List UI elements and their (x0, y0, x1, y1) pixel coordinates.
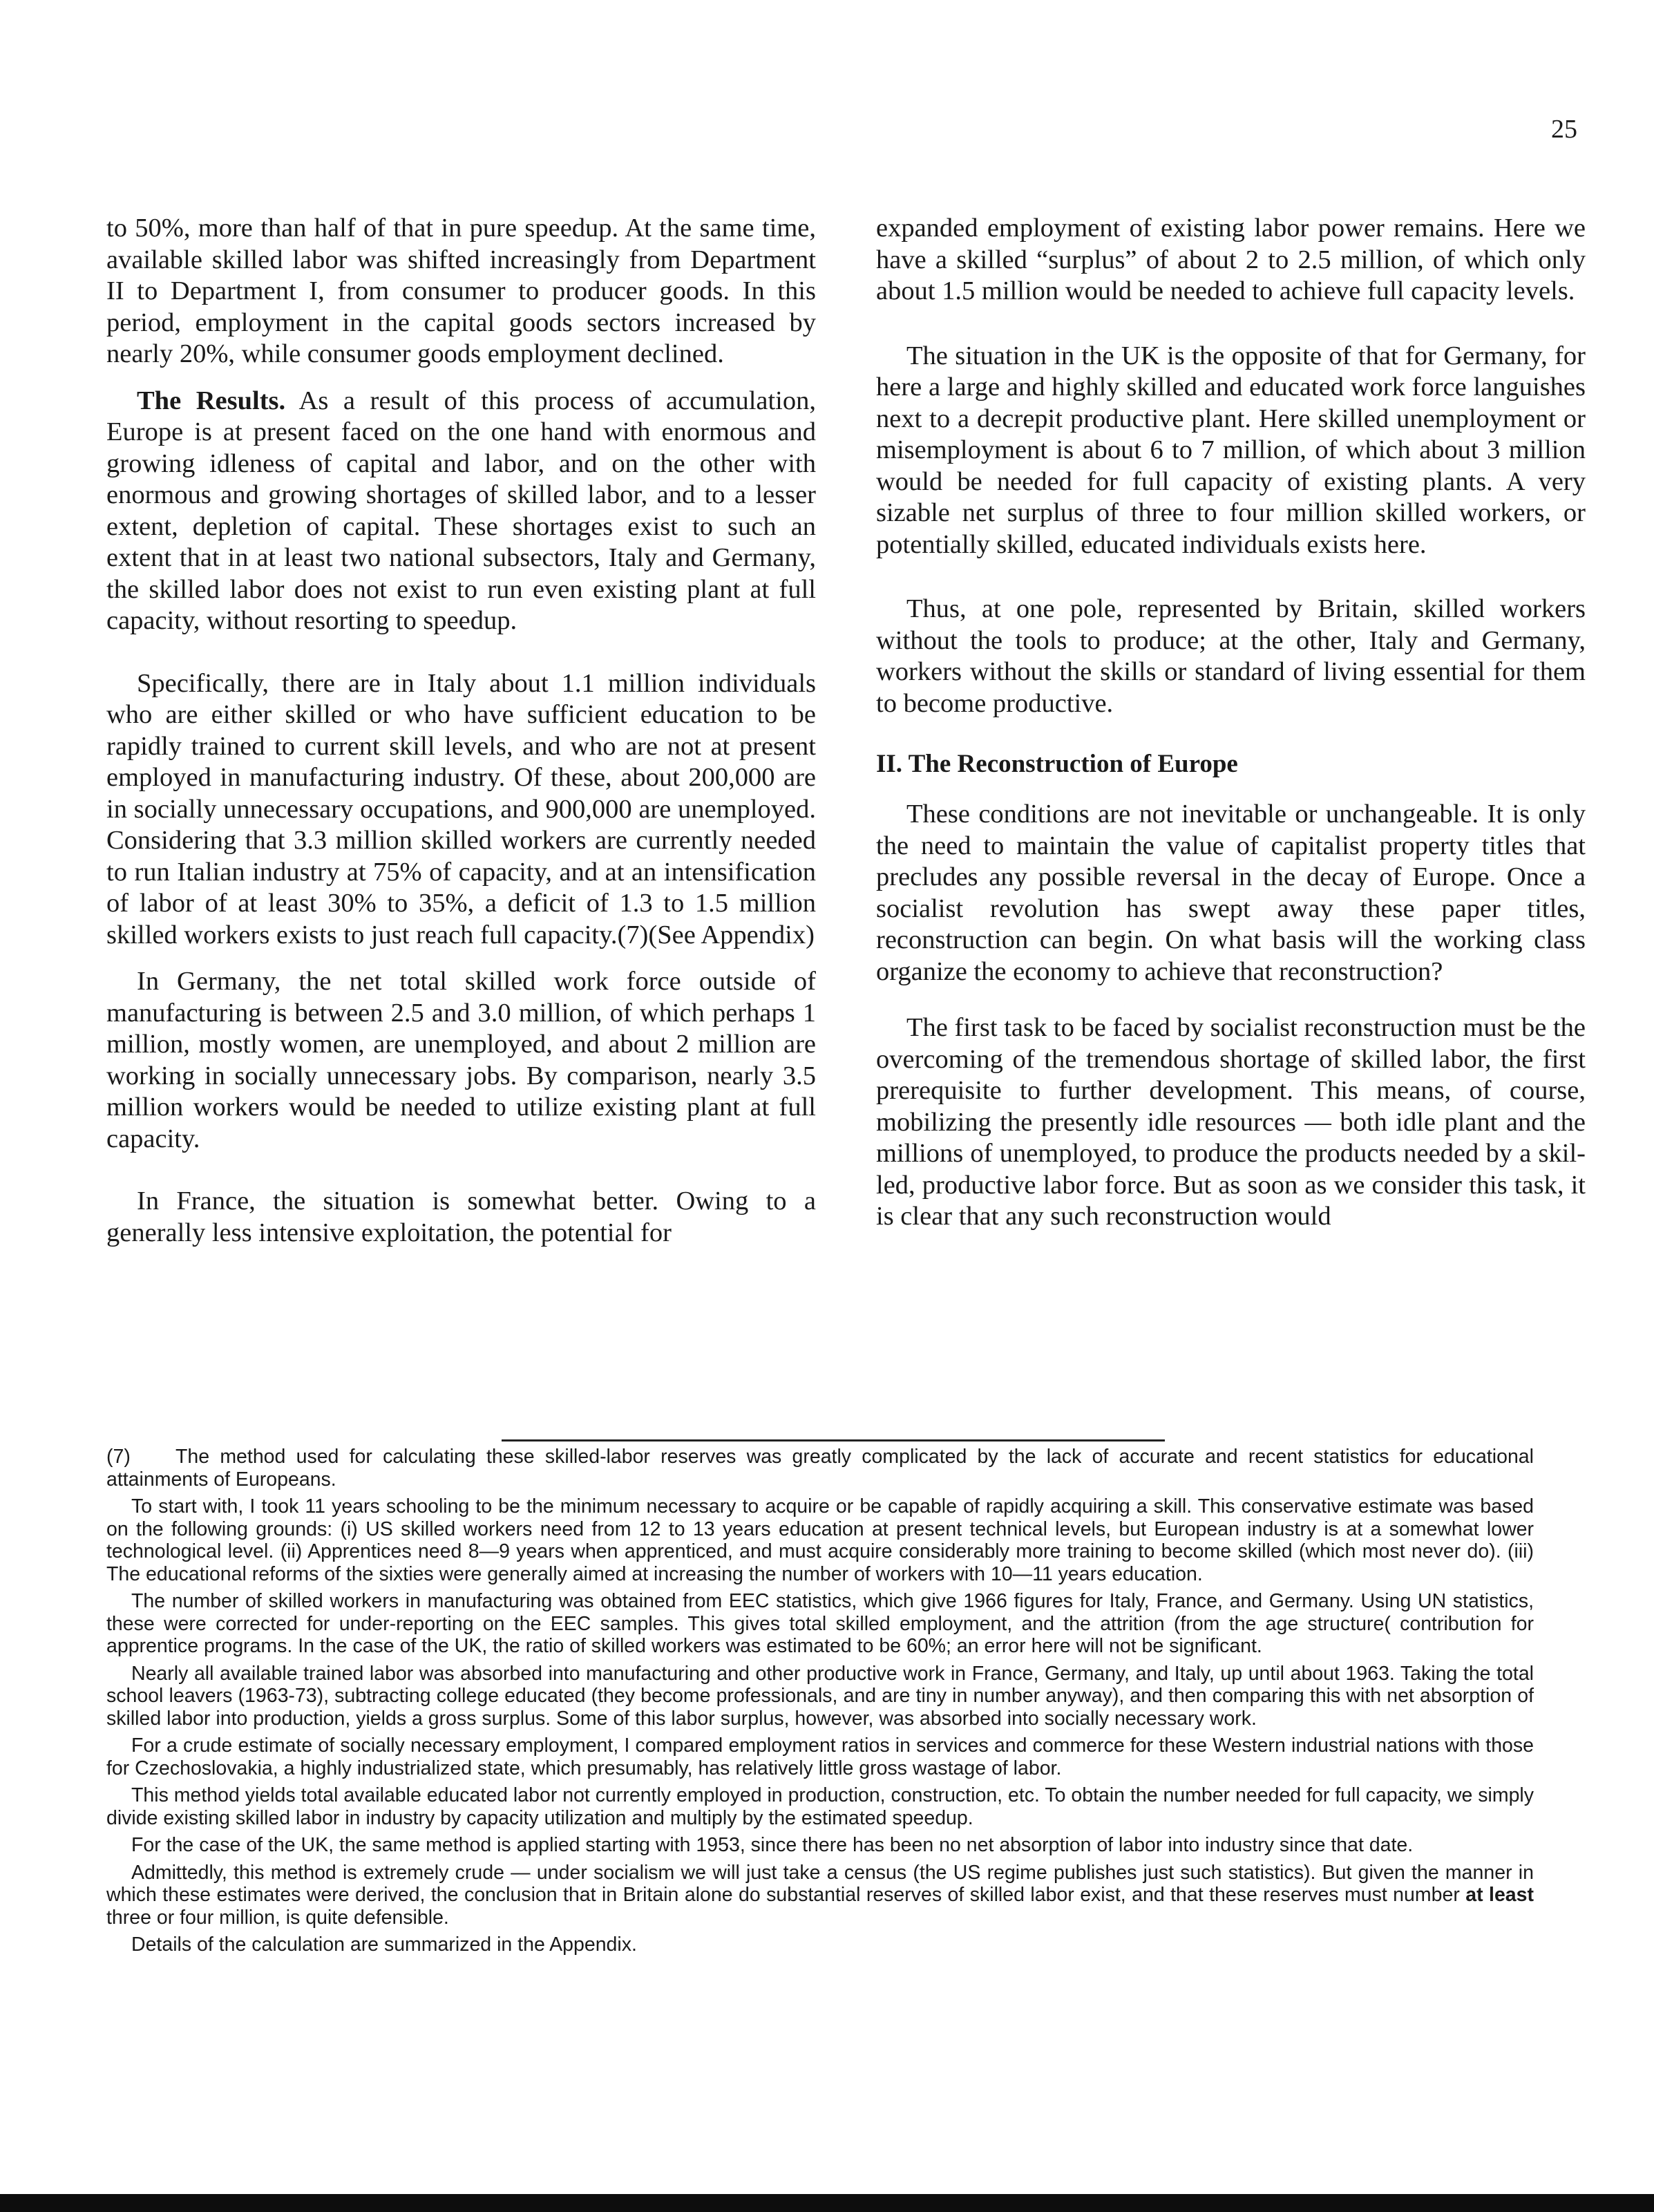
right-text-column (876, 213, 1586, 1233)
body-paragraph: In France, the situation is somewhat better. Owing to a generally less intensive exploitation, the potential for (106, 1187, 816, 1247)
body-paragraph: The situation in the UK is the opposite of that for Germany, for here a large and highly skilled and educated work force languishes next to a decrepit productive plant. Here skilled unemployment or misemployment is about 6 to 7 million, of which about 3 million would be needed for full capacity of existing plants. A very sizable net surplus of three to four million skilled workers, or potentially skilled, educated individuals exists here. (876, 341, 1586, 559)
footnote-paragraph: This method yields total available educated labor not currently employed in production, construction, etc. To obtain the number needed for full capacity, we simply divide existing skilled labor in industry by capacity utilization and multiply by the estimated speedup. (106, 1784, 1534, 1829)
footnote-text: three or four million, is quite defensible. (106, 1906, 449, 1929)
scan-edge-bar (0, 2194, 1654, 2212)
paragraph-text: As a result of this process of accumulation, Europe is at present faced on the one hand with enormous and growing idleness of capital and labor, and on the other with enormous and growing shortages of skilled labor, and to a lesser extent, depletion of capital. These shortages exist to such an extent that in at least two national subsectors, Italy and Germany, the skilled labor does not exist to run even existing plant at full capacity, without resorting to speedup. (106, 386, 817, 635)
footnote-paragraph: Details of the calculation are summarized in the Appendix. (131, 1934, 637, 1956)
footnote-paragraph: For the case of the UK, the same method is applied starting with 1953, since there has been no net absorption of labor into industry since that date. (131, 1834, 1414, 1856)
footnote-paragraph: For a crude estimate of socially necessary employment, I compared employment ratios in services and commerce for these Western industrial nations with those for Czechoslovakia, a highly industrialized state, which presumably, has relatively little gross wastage of labor. (106, 1734, 1534, 1779)
body-paragraph: Specifically, there are in Italy about 1.1 million individuals who are either skilled or who have sufficient education to be rapidly trained to current skill levels, and who are not at present employed in manufacturing industry. Of these, about 200,000 are in socially unnecessary occupations, and 900,000 are unemployed. Considering that 3.3 million skilled workers are currently needed to run Italian industry at 75% of capacity, and at an intensification of labor of at least 30% to 35%, a deficit of 1.3 to 1.5 million skilled workers exists to just reach full capacity.(7)(See Appendix) (106, 668, 816, 949)
footnote-text: The method used for calculating these skilled-labor reserves was greatly complicated by the lack of accurate and recent statistics for educational attainments of Europeans. (106, 1446, 1534, 1491)
footnote-paragraph (106, 1446, 1534, 1491)
body-paragraph: These conditions are not inevitable or unchangeable. It is only the need to maintain the value of capitalist property titles that precludes any possible reversal in the decay of Europe. Once a socialist revolution has swept away these paper titles, reconstruction can begin. On what basis will the working class organize the economy to achieve that reconstruction? (876, 800, 1586, 986)
body-paragraph: Thus, at one pole, represented by Britain, skilled workers without the tools to produce; at the other, Italy and Germany, workers without the skills or standard of living essential for them to become productive. (876, 594, 1586, 718)
footnote-paragraph: The number of skilled workers in manufacturing was obtained from EEC statistics, which give 1966 figures for Italy, France, and Germany. Using UN statistics, these were corrected for under-reporting on the EEC samples. This gives total skilled employment, and the attrition (from the age structure( contribution for apprentice programs. In the case of the UK, the ratio of skilled workers was estimated to be 60%; an error here will not be significant. (106, 1590, 1534, 1657)
body-paragraph: expanded employment of existing labor power remains. Here we have a skilled “surplus” of about 2 to 2.5 million, of which only about 1.5 million would be needed to achieve full capacity levels. (876, 214, 1586, 305)
footnote-text: Admittedly, this method is extremely crude — under socialism we will just take a census (the US regime publishes just such statistics). But given the manner in which these estimates were derived, the conclusion that in Britain alone do substantial reserves of skilled labor exist, and that these reserves must number (106, 1861, 1534, 1906)
page-number: 25 (1551, 115, 1577, 144)
body-paragraph: The first task to be faced by socialist reconstruction must be the overcoming of the tremendous shortage of skilled labor, the first prerequisite to further development. This means, of course, mobilizing the presently idle resources — both idle plant and the millions of unemployed, to produce the products needed by a skilled, productive labor force. But as soon as we consider this task, it is clear that any such reconstruction would (876, 1013, 1586, 1231)
footnote-paragraph: Nearly all available trained labor was absorbed into manufacturing and other productive work in France, Germany, and Italy, up until about 1963. Taking the total school leavers (1963-73), subtracting college educated (they become professionals, and are tiny in number anyway), and then comparing this with net absorption of skilled labor into production, yields a gross surplus. Some of this labor surplus, however, was absorbed into socially necessary work. (106, 1662, 1534, 1730)
footnotes (106, 1446, 1534, 1961)
footnote-paragraph: To start with, I took 11 years schooling to be the minimum necessary to acquire or be capable of rapidly acquiring a skill. This conservative estimate was based on the following grounds: (i) US skilled workers need from 12 to 13 years education at present technical levels, but European industry is at a somewhat lower technological level. (ii) Apprentices need 8—9 years when apprenticed, and must acquire considerably more training to become skilled (which most never do). (iii) The educational reforms of the sixties were generally aimed at increasing the number of workers with 10—11 years education. (106, 1495, 1534, 1585)
footnote-divider (502, 1439, 1165, 1441)
section-heading: II. The Reconstruction of Europe (876, 750, 1238, 778)
run-in-heading: The Results. (137, 386, 286, 415)
left-text-column (106, 213, 816, 1249)
body-paragraph: In Germany, the net total skilled work force outside of manufacturing is between 2.5 and 3.0 million, of which perhaps 1 million, mostly women, are unemployed, and about 2 million are working in socially unnecessary jobs. By comparison, nearly 3.5 million workers would be needed to utilize existing plant at full capacity. (106, 967, 816, 1153)
footnote-paragraph (106, 1862, 1534, 1929)
footnote-marker: (7) (106, 1446, 131, 1468)
body-paragraph-results (106, 386, 816, 637)
body-paragraph: to 50%, more than half of that in pure speedup. At the same time, available skilled labor was shifted increasingly from Department II to Department I, from consumer to producer goods. In this period, employment in the capital goods sectors increased by nearly 20%, while consumer goods employment declined. (106, 214, 816, 368)
emphasis-text: at least (1465, 1884, 1534, 1906)
